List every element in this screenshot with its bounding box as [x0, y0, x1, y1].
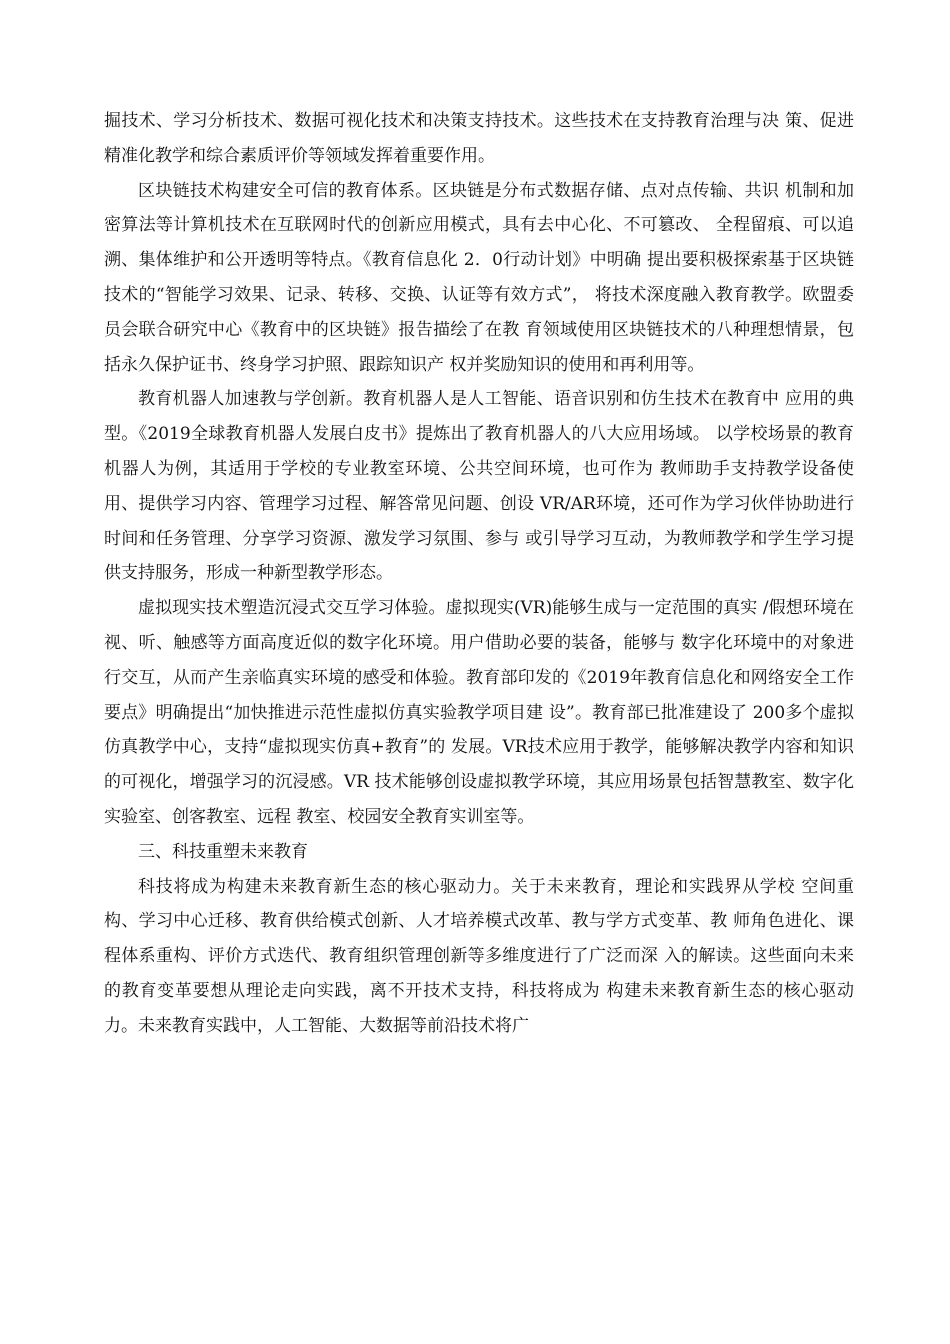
paragraph-blockchain: 区块链技术构建安全可信的教育体系。区块链是分布式数据存储、点对点传输、共识 机制和加密算法等计算机技术在互联网时代的创新应用模式，具有去中心化、不可篡改、 全程留痕、可以追溯、集体维护和公开透明等特点。《教育信息化 2．0行动计划》中明确 提出要积极探索基于区块链技术的“智能学习效果、记录、转移、交换、认证等有效方式”， 将技术深度融入教育教学。欧盟委员会联合研究中心《教育中的区块链》报告描绘了在教 育领域使用区块链技术的八种理想情景，包括永久保护证书、终身学习护照、跟踪知识产 权并奖励知识的使用和再利用等。	[104, 180, 855, 375]
section-heading: 三、科技重塑未来教育	[138, 841, 308, 862]
paragraph-virtual-reality: 虚拟现实技术塑造沉浸式交互学习体验。虚拟现实(VR)能够生成与一定范围的真实 /假想环境在视、听、触感等方面高度近似的数字化环境。用户借助必要的装备，能够与 数字化环境中的对象进行交互，从而产生亲临真实环境的感受和体验。教育部印发的《2019年教育信息化和网络安全工作要点》明确提出“加快推进示范性虚拟仿真实验教学项目建 设”。教育部已批准建设了 200多个虚拟仿真教学中心，支持“虚拟现实仿真+教育”的 发展。VR技术应用于教学，能够解决教学内容和知识的可视化，增强学习的沉浸感。VR 技术能够创设虚拟教学环境，其应用场景包括智慧教室、数字化实验室、创客教室、远程 教室、校园安全教育实训室等。	[104, 598, 854, 827]
paragraph-education-robots: 教育机器人加速教与学创新。教育机器人是人工智能、语音识别和仿生技术在教育中 应用的典型。《2019全球教育机器人发展白皮书》提炼出了教育机器人的八大应用场域。 以学校场景的教育机器人为例，其适用于学校的专业教室环境、公共空间环境，也可作为 教师助手支持教学设备使用、提供学习内容、管理学习过程、解答常见问题、创设 VR/AR环境，还可作为学习伙伴协助进行时间和任务管理、分享学习资源、激发学习氛围、参与 或引导学习互动，为教师教学和学生学习提供支持服务，形成一种新型教学形态。	[104, 389, 854, 584]
paragraph-data-tech-continuation: 掘技术、学习分析技术、数据可视化技术和决策支持技术。这些技术在支持教育治理与决 策、促进精准化教学和综合素质评价等领域发挥着重要作用。	[104, 111, 854, 166]
paragraph-future-education: 科技将成为构建未来教育新生态的核心驱动力。关于未来教育，理论和实践界从学校 空间重构、学习中心迁移、教育供给模式创新、人才培养模式改革、教与学方式变革、教 师角色进化、课程体系重构、评价方式迭代、教育组织管理创新等多维度进行了广泛而深 入的解读。这些面向未来的教育变革要想从理论走向实践，离不开技术支持，科技将成为 构建未来教育新生态的核心驱动力。未来教育实践中，人工智能、大数据等前沿技术将广	[104, 876, 854, 1036]
document-body	[104, 104, 854, 1044]
